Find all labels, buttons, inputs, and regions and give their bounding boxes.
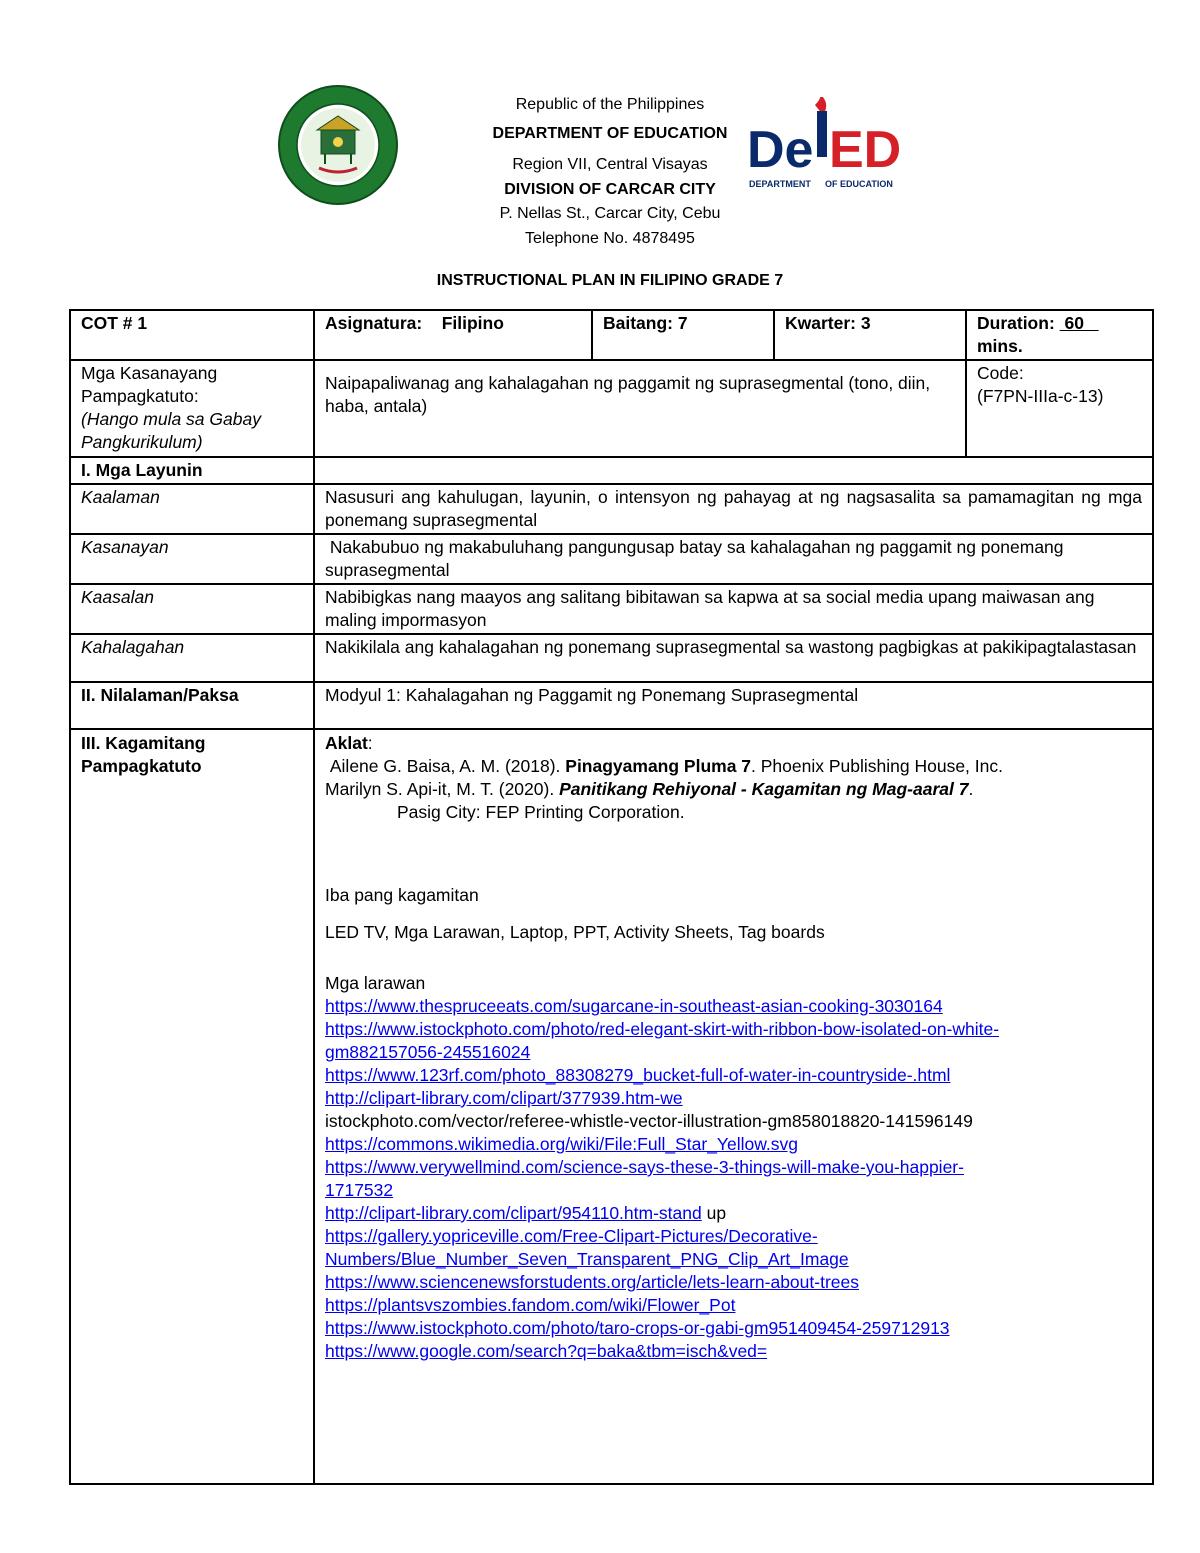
iba-pang-kagamitan-heading: Iba pang kagamitan [325, 885, 479, 905]
telephone-line: Telephone No. 4878495 [525, 230, 695, 247]
mga-larawan-label: Mga larawan [325, 973, 426, 993]
asignatura-cell: Asignatura: Filipino [314, 310, 592, 360]
division-seal-logo [277, 84, 399, 206]
svg-text:De: De [747, 121, 814, 179]
region-line: Region VII, Central Visayas [512, 156, 708, 173]
image-link-url[interactable]: https://www.istockphoto.com/photo/taro-crops-or-gabi-gm951409454-259712913 [325, 1318, 950, 1338]
image-link: http://clipart-library.com/clipart/954110.htm-stand up [325, 1203, 727, 1223]
image-link [325, 1156, 1142, 1202]
image-link-url[interactable]: gm882157056-245516024 [325, 1042, 531, 1062]
layunin-row [70, 584, 1153, 634]
plan-title: INSTRUCTIONAL PLAN IN FILIPINO GRADE 7 [436, 272, 784, 289]
competency-label-cell [70, 360, 314, 457]
image-link-url[interactable]: https://www.verywellmind.com/science-says-these-3-things-will-make-you-happier- [325, 1157, 964, 1177]
layunin-row [70, 534, 1153, 584]
cot-cell: COT # 1 [70, 310, 314, 360]
image-link [325, 1064, 1142, 1087]
image-link [325, 1225, 1142, 1271]
image-link-url[interactable]: https://commons.wikimedia.org/wiki/File:Full_Star_Yellow.svg [325, 1134, 799, 1154]
department-line: DEPARTMENT OF EDUCATION [492, 125, 728, 142]
image-link-url[interactable]: http://clipart-library.com/clipart/377939.htm-we [325, 1088, 683, 1108]
layunin-text: Nakikilala ang kahalagahan ng ponemang suprasegmental sa wastong pagbigkas at pakikipagtalastasan [314, 634, 1153, 682]
image-link-url[interactable]: Numbers/Blue_Number_Seven_Transparent_PNG_Clip_Art_Image [325, 1249, 849, 1269]
competency-source: (Hango mula sa Gabay Pangkurikulum) [81, 409, 261, 452]
aklat-heading: Aklat: [325, 733, 373, 753]
layunin-row [70, 484, 1153, 534]
competency-row [70, 360, 1153, 457]
kwarter-cell: Kwarter: 3 [774, 310, 966, 360]
republic-line: Republic of the Philippines [515, 96, 705, 113]
nilalaman-text: Modyul 1: Kahalagahan ng Paggamit ng Ponemang Suprasegmental [314, 682, 1153, 729]
image-link-url[interactable]: https://plantsvszombies.fandom.com/wiki/Flower_Pot [325, 1295, 736, 1315]
code-cell: Code: (F7PN-IIIa-c-13) [966, 360, 1153, 457]
header-row [70, 310, 1153, 360]
layunin-text: Nabibigkas nang maayos ang salitang bibitawan sa kapwa at sa social media upang maiwasan ang maling impormasyon [314, 584, 1153, 634]
image-link [325, 1087, 1142, 1110]
image-source-text: istockphoto.com/vector/referee-whistle-vector-illustration-gm858018820-141596149 [325, 1111, 973, 1131]
layunin-heading-row [70, 457, 1153, 484]
layunin-row [70, 634, 1153, 682]
image-link [325, 1294, 1142, 1317]
deped-logo [745, 97, 905, 193]
image-link-url[interactable]: https://www.123rf.com/photo_88308279_bucket-full-of-water-in-countryside-.html [325, 1065, 951, 1085]
layunin-text: Nasusuri ang kahulugan, layunin, o intensyon ng pahayag at ng nagsasalita sa pamamagitan ng mga ponemang suprasegmental [314, 484, 1153, 534]
reference-2: Marilyn S. Api-it, M. T. (2020). Panitikang Rehiyonal - Kagamitan ng Mag-aaral 7. [325, 779, 974, 799]
layunin-label: Kahalagahan [70, 634, 314, 682]
image-link-url[interactable]: https://www.sciencenewsforstudents.org/article/lets-learn-about-trees [325, 1272, 859, 1292]
iba-pang-kagamitan-text: LED TV, Mga Larawan, Laptop, PPT, Activity Sheets, Tag boards [325, 922, 825, 942]
kagamitan-content [314, 729, 1153, 1484]
layunin-label: Kaasalan [70, 584, 314, 634]
image-link-url[interactable]: https://gallery.yopriceville.com/Free-Clipart-Pictures/Decorative- [325, 1226, 818, 1246]
layunin-label: Kaalaman [70, 484, 314, 534]
image-link [325, 1133, 1142, 1156]
image-link-url[interactable]: https://www.google.com/search?q=baka&tbm=isch&ved= [325, 1341, 768, 1361]
nilalaman-row [70, 682, 1153, 729]
image-link-url[interactable]: http://clipart-library.com/clipart/954110.htm-stand [325, 1203, 702, 1223]
layunin-text: Nakabubuo ng makabuluhang pangungusap batay sa kahalagahan ng paggamit ng ponemang suprasegmental [314, 534, 1153, 584]
division-line: DIVISION OF CARCAR CITY [504, 181, 716, 198]
competency-label: Mga Kasanayang Pampagkatuto: [81, 363, 218, 406]
kagamitan-row [70, 729, 1153, 1484]
image-link [325, 995, 1142, 1018]
image-link [325, 1317, 1142, 1340]
svg-text:ED: ED [829, 121, 902, 179]
competency-text-cell: Naipapaliwanag ang kahalagahan ng paggamit ng suprasegmental (tono, diin, haba, antala) [314, 360, 966, 457]
image-link-url[interactable]: https://www.thespruceeats.com/sugarcane-in-southeast-asian-cooking-3030164 [325, 996, 943, 1016]
address-line: P. Nellas St., Carcar City, Cebu [499, 205, 721, 222]
baitang-cell: Baitang: 7 [592, 310, 774, 360]
duration-cell: Duration: 60 mins. [966, 310, 1153, 360]
instructional-plan-table [69, 309, 1154, 1485]
image-link [325, 1018, 1142, 1064]
image-link-url[interactable]: https://www.istockphoto.com/photo/red-elegant-skirt-with-ribbon-bow-isolated-on-white- [325, 1019, 1000, 1039]
image-link [325, 1271, 1142, 1294]
reference-2-continued: Pasig City: FEP Printing Corporation. [397, 802, 685, 822]
image-link [325, 1340, 1142, 1363]
layunin-label: Kasanayan [70, 534, 314, 584]
kagamitan-label: III. Kagamitang Pampagkatuto [70, 729, 314, 1484]
image-link-url[interactable]: 1717532 [325, 1180, 394, 1200]
svg-text:OF EDUCATION: OF EDUCATION [825, 179, 893, 189]
svg-text:DEPARTMENT: DEPARTMENT [749, 179, 811, 189]
layunin-heading: I. Mga Layunin [70, 457, 314, 484]
reference-1: Ailene G. Baisa, A. M. (2018). Pinagyamang Pluma 7. Phoenix Publishing House, Inc. [325, 756, 1003, 776]
nilalaman-label: II. Nilalaman/Paksa [70, 682, 314, 729]
